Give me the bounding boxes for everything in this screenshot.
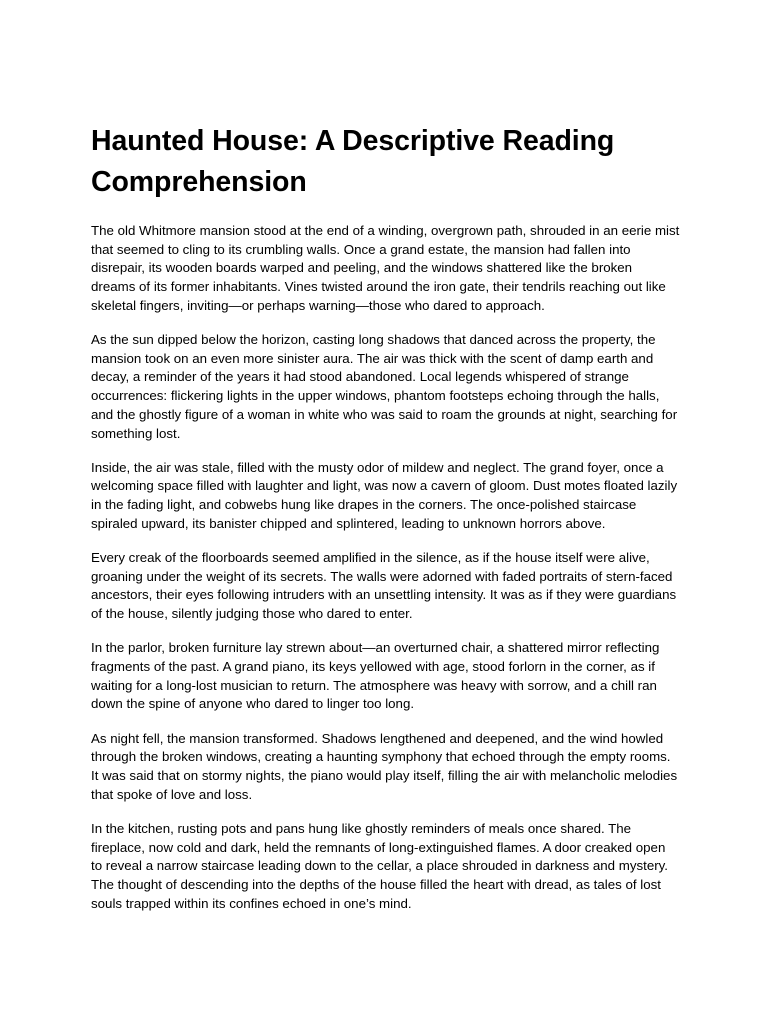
paragraph: Inside, the air was stale, filled with the musty odor of mildew and neglect. The grand foyer, once a welcoming space filled with laughter and light, was now a cavern of gloom. Dust motes floated lazily in the fading light, and cobwebs hung like drapes in the corners. The once-polished staircase spiraled upward, its banister chipped and splintered, leading to unknown horrors above.: [91, 459, 678, 531]
paragraph: Every creak of the floorboards seemed amplified in the silence, as if the house itself were alive, groaning under the weight of its secrets. The walls were adorned with faded portraits of stern-faced ancestors, their eyes following intruders with an unsettling intensity. It was as if they were guardians of the house, silently judging those who dared to enter.: [91, 550, 677, 622]
paragraph: In the kitchen, rusting pots and pans hung like ghostly reminders of meals once shared. The fireplace, now cold and dark, held the remnants of long-extinguished flames. A door creaked open to reveal a narrow staircase leading down to the cellar, a place shrouded in darkness and mystery. The thought of descending into the depths of the house filled the heart with dread, as tales of lost souls trapped within its confines echoed in one’s mind.: [91, 820, 669, 911]
paragraph: As night fell, the mansion transformed. Shadows lengthened and deepened, and the wind howled through the broken windows, creating a haunting symphony that echoed through the empty rooms. It was said that on stormy nights, the piano would play itself, filling the air with melancholic melodies that spoke of love and loss.: [91, 730, 678, 802]
paragraph: The old Whitmore mansion stood at the end of a winding, overgrown path, shrouded in an eerie mist that seemed to cling to its crumbling walls. Once a grand estate, the mansion had fallen into disrepair, its wooden boards warped and peeling, and the windows shattered like the broken dreams of its former inhabitants. Vines twisted around the iron gate, their tendrils reaching out like skeletal fingers, inviting—or perhaps warning—those who dared to approach.: [91, 223, 680, 313]
document-title: Haunted House: A Descriptive Reading Comprehension: [91, 125, 615, 198]
paragraph: As the sun dipped below the horizon, casting long shadows that danced across the property, the mansion took on an even more sinister aura. The air was thick with the scent of damp earth and decay, a reminder of the years it had stood abandoned. Local legends whispered of strange occurrences: flickering lights in the upper windows, phantom footsteps echoing through the halls, and the ghostly figure of a woman in white who was said to roam the grounds at night, searching for something lost.: [91, 332, 678, 441]
paragraph: In the parlor, broken furniture lay strewn about—an overturned chair, a shattered mirror reflecting fragments of the past. A grand piano, its keys yellowed with age, stood forlorn in the corner, as if waiting for a long-lost musician to return. The atmosphere was heavy with sorrow, and a chill ran down the spine of anyone who dared to linger too long.: [91, 640, 660, 712]
